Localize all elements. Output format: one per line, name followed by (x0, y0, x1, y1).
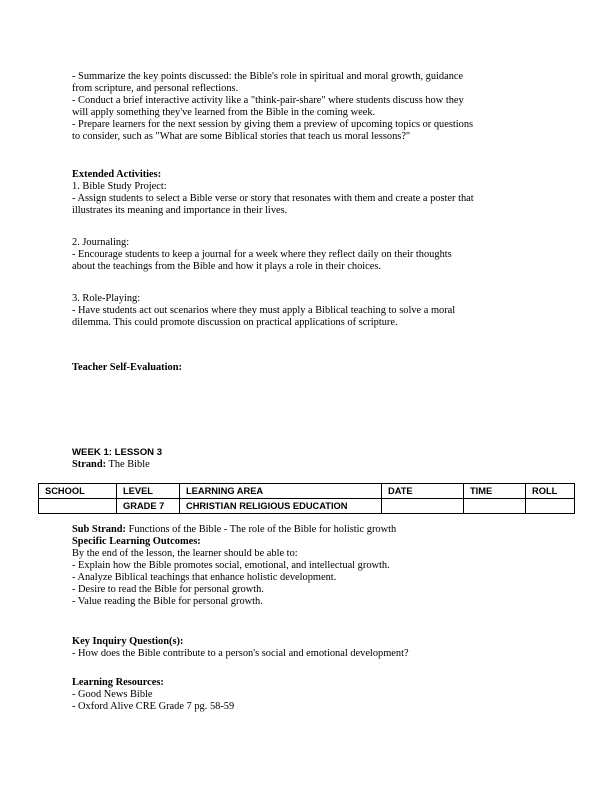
inquiry-section (72, 636, 547, 660)
activity-line: - Encourage students to keep a journal for a week where they reflect daily on their thoughts (72, 249, 452, 260)
strand-line (72, 459, 547, 471)
table-cell (382, 499, 464, 514)
outcome-item: - Value reading the Bible for personal growth. (72, 596, 263, 607)
substrand-label: Sub Strand: (72, 524, 126, 535)
role-playing-section (72, 293, 547, 329)
extended-activities-heading: Extended Activities: (72, 169, 162, 180)
outcome-item: - Desire to read the Bible for personal growth. (72, 584, 264, 595)
outcomes-intro: By the end of the lesson, the learner should be able to: (72, 548, 298, 559)
closing-line: - Summarize the key points discussed: the Bible's role in spiritual and moral growth, guidance (72, 71, 464, 82)
activity-line: - Assign students to select a Bible verse or story that resonates with them and create a poster that (72, 193, 474, 204)
closing-line: from scripture, and personal reflections. (72, 83, 239, 94)
resource-item: - Oxford Alive CRE Grade 7 pg. 58-59 (72, 701, 235, 712)
strand-label: Strand: (72, 459, 107, 470)
table-header-cell: LEARNING AREA (180, 484, 382, 499)
activity-line: - Have students act out scenarios where they must apply a Biblical teaching to solve a moral (72, 305, 456, 316)
activity-line: illustrates its meaning and importance in their lives. (72, 205, 288, 216)
table-header-cell: ROLL (526, 484, 575, 499)
table-cell (39, 499, 117, 514)
resources-section (72, 677, 547, 713)
outcome-item: - Analyze Biblical teachings that enhance holistic development. (72, 572, 337, 583)
extended-activities-section (72, 169, 547, 217)
strand-value: The Bible (106, 459, 150, 470)
table-header-cell: TIME (464, 484, 526, 499)
closing-line: - Conduct a brief interactive activity like a "think-pair-share" where students discuss how they (72, 95, 464, 106)
activity-title: 1. Bible Study Project: (72, 181, 167, 192)
table-cell (464, 499, 526, 514)
lesson-details (72, 524, 547, 608)
table-cell: CHRISTIAN RELIGIOUS EDUCATION (180, 499, 382, 514)
table-header-row (39, 484, 575, 499)
lesson-header (72, 447, 547, 471)
closing-line: to consider, such as "What are some Biblical stories that teach us moral lessons?" (72, 131, 411, 142)
table-header-cell: LEVEL (117, 484, 180, 499)
table-cell (526, 499, 575, 514)
table-cell: GRADE 7 (117, 499, 180, 514)
outcomes-heading: Specific Learning Outcomes: (72, 536, 201, 547)
activity-title: 2. Journaling: (72, 237, 130, 248)
table-header-cell: DATE (382, 484, 464, 499)
closing-section (72, 71, 547, 143)
self-evaluation-heading: Teacher Self-Evaluation: (72, 362, 182, 373)
inquiry-question: - How does the Bible contribute to a person's social and emotional development? (72, 648, 409, 659)
resource-item: - Good News Bible (72, 689, 153, 700)
activity-line: dilemma. This could promote discussion on practical applications of scripture. (72, 317, 398, 328)
activity-title: 3. Role-Playing: (72, 293, 141, 304)
inquiry-heading: Key Inquiry Question(s): (72, 636, 184, 647)
week-lesson-title: WEEK 1: LESSON 3 (72, 447, 163, 458)
self-evaluation-section (72, 362, 547, 374)
substrand-line (72, 524, 547, 536)
outcome-item: - Explain how the Bible promotes social, emotional, and intellectual growth. (72, 560, 390, 571)
activity-line: about the teachings from the Bible and how it plays a role in their choices. (72, 261, 382, 272)
closing-line: - Prepare learners for the next session by giving them a preview of upcoming topics or questions (72, 119, 474, 130)
resources-heading: Learning Resources: (72, 677, 164, 688)
lesson-info-table (38, 483, 575, 514)
table-row (39, 499, 575, 514)
closing-line: will apply something they've learned from the Bible in the coming week. (72, 107, 376, 118)
journaling-section (72, 237, 547, 273)
table-header-cell: SCHOOL (39, 484, 117, 499)
substrand-value: Functions of the Bible - The role of the Bible for holistic growth (126, 524, 397, 535)
